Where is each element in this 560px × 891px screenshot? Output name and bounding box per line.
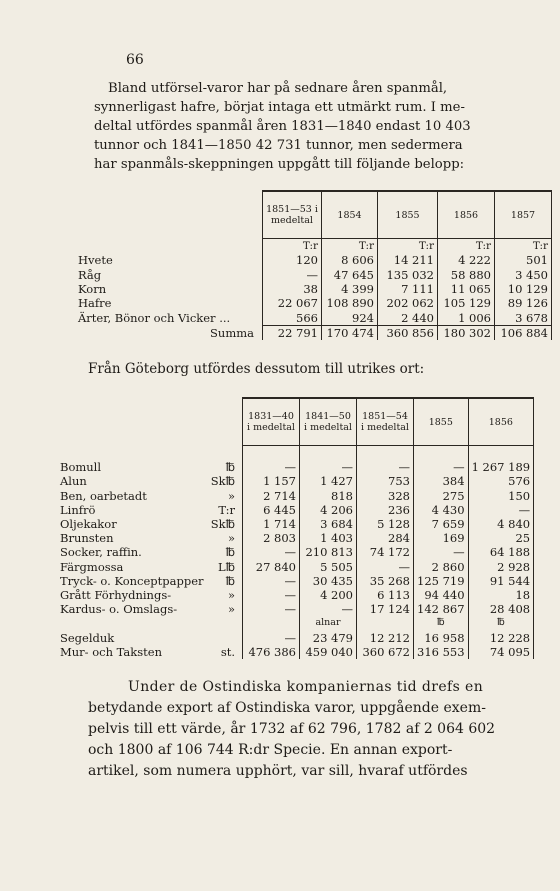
table-cell: 105 129 [438, 296, 495, 310]
row-label [60, 574, 243, 588]
row-label [60, 489, 243, 503]
table-cell: 2 860 [414, 560, 469, 574]
table-cell: 8 606 [322, 253, 378, 267]
unit-cell: ℔ [414, 616, 469, 630]
table-cell: 1 157 [243, 474, 300, 488]
table-row [60, 503, 534, 517]
closing-line: Under de Ostindiska kompaniernas tid drefs en [128, 679, 484, 695]
row-label [60, 645, 243, 659]
table-cell: 135 032 [378, 268, 438, 282]
unit-cell: ℔ [468, 616, 534, 630]
table-cell: 3 678 [495, 310, 552, 325]
unit-cell [243, 616, 300, 630]
closing-line: pelvis till ett värde, år 1732 af 62 796, 1782 af 2 064 602 [88, 721, 496, 737]
row-label: Hvete [78, 253, 113, 268]
table-cell: 4 840 [468, 517, 534, 531]
table-cell: 316 553 [414, 645, 469, 659]
table-row [78, 310, 552, 325]
row-label [60, 588, 243, 602]
row-label-text: Brunsten [60, 531, 114, 546]
table-cell: 64 188 [468, 545, 534, 559]
row-label-text: Bomull [60, 460, 102, 475]
row-label-text: Tryck- o. Konceptpapper [60, 573, 204, 588]
table-cell: 501 [495, 253, 552, 267]
summa-cell: 180 302 [438, 325, 495, 340]
row-label [60, 503, 243, 517]
row-label [60, 630, 243, 644]
table-row [60, 531, 534, 545]
table-row [78, 282, 552, 296]
table-header-row [60, 398, 534, 446]
table-cell: 4 206 [300, 503, 357, 517]
table-cell: — [300, 460, 357, 474]
closing-line: artikel, som numera upphört, var sill, hvaraf utfördes [88, 763, 468, 779]
table-cell: 94 440 [414, 588, 469, 602]
table-cell: 924 [322, 310, 378, 325]
row-label [60, 560, 243, 574]
table-row [60, 517, 534, 531]
column-header: 1831—40 i medeltal [243, 398, 300, 446]
column-header: 1856 [468, 398, 534, 446]
table-cell: 3 450 [495, 268, 552, 282]
table-cell: 150 [468, 489, 534, 503]
table-cell: 17 124 [357, 602, 414, 616]
intro-line: deltal utfördes spanmål åren 1831—1840 endast 10 403 [94, 119, 471, 134]
table-cell: 10 129 [495, 282, 552, 296]
table-cell: — [243, 588, 300, 602]
table-cell: 4 399 [322, 282, 378, 296]
row-unit: ℔ [225, 460, 235, 475]
table-cell: 22 067 [263, 296, 322, 310]
table-cell: — [243, 630, 300, 644]
table-row [78, 253, 552, 267]
summa-cell: 22 791 [263, 325, 322, 340]
table-cell: — [357, 560, 414, 574]
table-cell: 1 714 [243, 517, 300, 531]
table-cell: 360 672 [357, 645, 414, 659]
table-cell: 5 505 [300, 560, 357, 574]
row-label [60, 517, 243, 531]
table-cell: 125 719 [414, 574, 469, 588]
intro-line: synnerligast hafre, börjat intaga ett utmärkt rum. I me- [94, 100, 465, 115]
table-cell: 27 840 [243, 560, 300, 574]
table-cell: 142 867 [414, 602, 469, 616]
table-cell: 16 958 [414, 630, 469, 644]
table-cell: 38 [263, 282, 322, 296]
row-unit: ℔ [225, 545, 235, 560]
row-label [60, 531, 243, 545]
column-header: 1841—50 i medeltal [300, 398, 357, 446]
table-row [60, 474, 534, 488]
row-unit: T:r [218, 502, 235, 517]
column-header: 1856 [438, 191, 495, 239]
column-header: 1851—53 i medeltal [263, 191, 322, 239]
row-label [60, 460, 243, 474]
table-cell: — [243, 460, 300, 474]
table-cell: 275 [414, 489, 469, 503]
row-unit: Sk℔ [210, 474, 235, 489]
table-cell: 58 880 [438, 268, 495, 282]
table-cell: 4 222 [438, 253, 495, 267]
row-label-text: Färgmossa [60, 559, 124, 574]
summa-row [78, 325, 552, 340]
table-row [60, 645, 534, 659]
row-label-text: Linfrö [60, 502, 96, 517]
table-cell: 328 [357, 489, 414, 503]
unit-cell: T:r [322, 239, 378, 254]
row-label [60, 602, 243, 616]
row-label: Korn [78, 282, 107, 297]
row-label-text: Mur- och Taksten [60, 644, 162, 659]
row-label: Hafre [78, 296, 112, 311]
row-label-text: Grått Förhydnings- [60, 587, 172, 602]
table-row [60, 489, 534, 503]
table-cell: — [243, 545, 300, 559]
table-row [60, 602, 534, 616]
row-unit: st. [220, 644, 235, 659]
table-cell: — [357, 460, 414, 474]
table-row [60, 630, 534, 644]
row-label-text: Kardus- o. Omslags- [60, 602, 178, 617]
unit-cell: T:r [378, 239, 438, 254]
table-cell: 89 126 [495, 296, 552, 310]
table-cell: 459 040 [300, 645, 357, 659]
table-cell: 12 212 [357, 630, 414, 644]
table-cell: 384 [414, 474, 469, 488]
table-cell: 476 386 [243, 645, 300, 659]
table-cell: 576 [468, 474, 534, 488]
row-label: Råg [78, 267, 102, 282]
table-cell: 12 228 [468, 630, 534, 644]
table-cell: 1 403 [300, 531, 357, 545]
section-line: Från Göteborg utfördes dessutom till utrikes ort: [88, 361, 425, 377]
table-cell: 11 065 [438, 282, 495, 296]
summa-cell: 106 884 [495, 325, 552, 340]
table-cell: — [414, 545, 469, 559]
table-cell: 18 [468, 588, 534, 602]
unit-cell: T:r [263, 239, 322, 254]
table-cell: 2 803 [243, 531, 300, 545]
summa-cell: 360 856 [378, 325, 438, 340]
table-row [60, 460, 534, 474]
intro-paragraph [94, 79, 506, 174]
table-cell: 25 [468, 531, 534, 545]
row-label-text: Segelduk [60, 630, 115, 645]
table-cell: — [243, 602, 300, 616]
table-cell: 753 [357, 474, 414, 488]
row-label-text: Oljekakor [60, 517, 117, 532]
table-header-row [78, 191, 552, 239]
table-cell: 7 659 [414, 517, 469, 531]
row-label-text: Ben, oarbetadt [60, 488, 147, 503]
column-header: 1851—54 i medeltal [357, 398, 414, 446]
unit-cell: T:r [495, 239, 552, 254]
table-cell: 23 479 [300, 630, 357, 644]
table-cell: 284 [357, 531, 414, 545]
row-label: Ärter, Bönor och Vicker ... [78, 310, 231, 325]
table-cell: 4 430 [414, 503, 469, 517]
table-row [60, 560, 534, 574]
table-cell: — [468, 503, 534, 517]
table-row [78, 268, 552, 282]
row-unit: » [227, 587, 235, 602]
row-label-text: Alun [60, 474, 87, 489]
table-cell: 3 684 [300, 517, 357, 531]
column-header: 1855 [378, 191, 438, 239]
table-cell: 1 427 [300, 474, 357, 488]
row-unit: » [227, 531, 235, 546]
table-cell: 566 [263, 310, 322, 325]
row-label-text: Socker, raffin. [60, 545, 142, 560]
table-cell: 14 211 [378, 253, 438, 267]
closing-paragraph [88, 677, 498, 782]
closing-line: och 1800 af 106 744 R:dr Specie. En annan export- [88, 742, 453, 758]
row-unit: L℔ [217, 559, 235, 574]
table-cell: 6 113 [357, 588, 414, 602]
row-label [60, 545, 243, 559]
table-cell: 169 [414, 531, 469, 545]
summa-cell: 170 474 [322, 325, 378, 340]
table-row [60, 574, 534, 588]
table-row [78, 296, 552, 310]
closing-line: betydande export af Ostindiska varor, uppgående exem- [88, 700, 486, 716]
table-cell: 818 [300, 489, 357, 503]
row-unit: Sk℔ [210, 517, 235, 532]
table-cell: — [243, 574, 300, 588]
table-row [60, 545, 534, 559]
table-cell: — [414, 460, 469, 474]
intro-line: har spanmåls-skeppningen uppgått till följande belopp: [94, 157, 465, 172]
column-header: 1857 [495, 191, 552, 239]
table-cell: 120 [263, 253, 322, 267]
row-unit: » [227, 602, 235, 617]
row-unit: » [227, 488, 235, 503]
table-cell: 4 200 [300, 588, 357, 602]
table-cell: 5 128 [357, 517, 414, 531]
column-header: 1855 [414, 398, 469, 446]
table-cell: 1 006 [438, 310, 495, 325]
column-header: 1854 [322, 191, 378, 239]
summa-label: Summa [210, 325, 254, 340]
unit-cell [357, 616, 414, 630]
unit-cell: T:r [438, 239, 495, 254]
table-cell: 28 408 [468, 602, 534, 616]
table-cell: 35 268 [357, 574, 414, 588]
table-cell: 108 890 [322, 296, 378, 310]
unit-cell: alnar [300, 616, 357, 630]
table-cell: 91 544 [468, 574, 534, 588]
table-cell: — [300, 602, 357, 616]
table-cell: 236 [357, 503, 414, 517]
table-cell: — [263, 268, 322, 282]
table-row [60, 588, 534, 602]
table-cell: 74 095 [468, 645, 534, 659]
table-cell: 6 445 [243, 503, 300, 517]
table-cell: 2 928 [468, 560, 534, 574]
table-cell: 7 111 [378, 282, 438, 296]
table-cell: 1 267 189 [468, 460, 534, 474]
table-cell: 2 714 [243, 489, 300, 503]
intro-line: tunnor och 1841—1850 42 731 tunnor, men sedermera [94, 138, 463, 153]
row-label [60, 474, 243, 488]
table-cell: 74 172 [357, 545, 414, 559]
table-cell: 202 062 [378, 296, 438, 310]
intro-line: Bland utförsel-varor har på sednare åren spanmål, [108, 81, 448, 96]
sub-unit-row [60, 616, 534, 630]
row-unit: ℔ [225, 573, 235, 588]
table-cell: 2 440 [378, 310, 438, 325]
table-cell: 30 435 [300, 574, 357, 588]
table-cell: 210 813 [300, 545, 357, 559]
grain-export-table [78, 190, 552, 340]
unit-row [78, 239, 552, 254]
page-number: 66 [126, 52, 144, 68]
table-cell: 47 645 [322, 268, 378, 282]
other-exports-table [60, 397, 534, 659]
